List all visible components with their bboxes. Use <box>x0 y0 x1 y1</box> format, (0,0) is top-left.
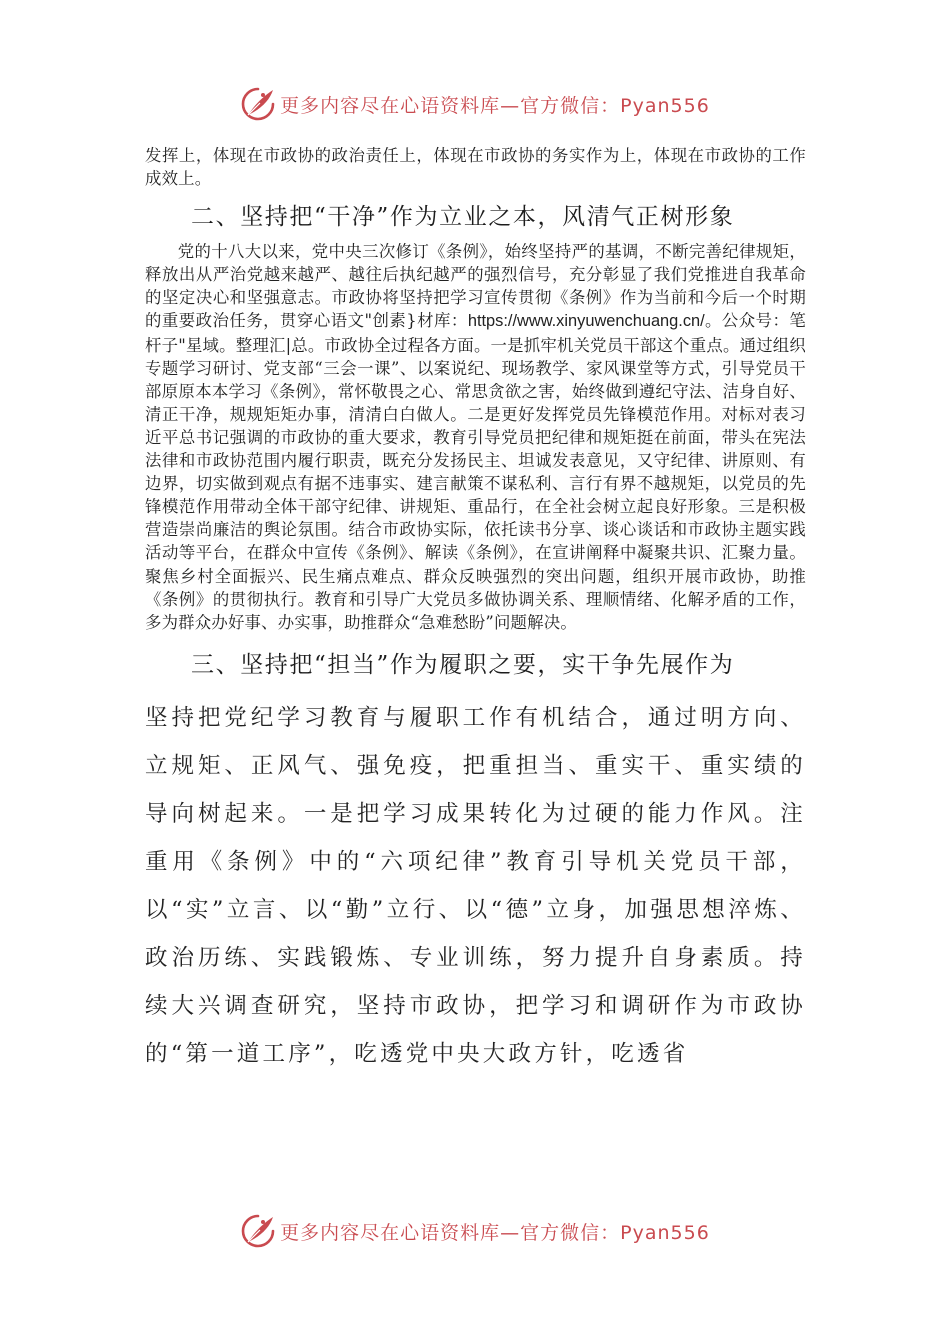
quill-pen-circle-icon <box>240 86 276 122</box>
paragraph-section-2-part-a: 党的十八大以来，党中央三次修订《条例》，始终坚持严的基调，不断完善纪律规矩，释放出从严治党越来越严、越往后执纪越严的强烈信号，充分彰显了我们党推进自我革命的坚定决心和坚强意志。市政协将坚持把学习宣传贯彻《条例》作为当前和今后一个时期的重要政治任务，贯穿心语文"创素}材库： <box>145 242 806 331</box>
paragraph-intro: 发挥上，体现在市政协的政治责任上，体现在市政协的务实作为上，体现在市政协的工作成效上。 <box>145 146 806 189</box>
watermark-header <box>0 84 950 124</box>
paragraph-section-2-part-b: 。公众号：笔杆子"星域。整理汇|总。市政协全过程各方面。一是抓牢机关党员干部这个重点。通过组织专题学习研讨、党支部“三会一课”、以案说纪、现场教学、家风课堂等方式，引导党员干部原原本本学习《条例》，常怀敬畏之心、常思贪欲之害，始终做到遵纪守法、洁身自好、清正干净，规规矩矩办事，清清白白做人。二是更好发挥党员先锋模范作用。对标对表习近平总书记强调的市政协的重大要求，教育引导党员把纪律和规矩挺在前面，带头在宪法法律和市政协范围内履行职责，既充分发扬民主、坦诚发表意见，又守纪律、讲原则、有边界，切实做到观点有据不违事实、建言献策不谋私利、言行有界不越规矩，以党员的先锋模范作用带动全体干部守纪律、讲规矩、重品行，在全社会树立起良好形象。三是积极营造崇尚廉洁的舆论氛围。结合市政协实际，依托读书分享、谈心谈话和市政协主题实践活动等平台，在群众中宣传《条例》、解读《条例》，在宣讲阐释中凝聚共识、汇聚力量。聚焦乡村全面振兴、民生痛点难点、群众反映强烈的突出问题，组织开展市政协，助推《条例》的贯彻执行。教育和引导广大党员多做协调关系、理顺情绪、化解矛盾的工作，多为群众办好事、办实事，助推群众“急难愁盼”问题解决。 <box>145 311 807 632</box>
watermark-text: 更多内容尽在心语资料库—官方微信：Pyan556 <box>280 1221 710 1244</box>
watermark-footer <box>0 1211 950 1251</box>
paragraph-section-3: 坚持把党纪学习教育与履职工作有机结合，通过明方向、立规矩、正风气、强免疫，把重担当、重实干、重实绩的导向树起来。一是把学习成果转化为过硬的能力作风。注重用《条例》中的“六项纪律”教育引导机关党员干部，以“实”立言、以“勤”立行、以“德”立身，加强思想淬炼、政治历练、实践锻炼、专业训练，努力提升自身素质。持续大兴调查研究，坚持市政协，把学习和调研作为市政协的“第一道工序”，吃透党中央大政方针，吃透省 <box>145 704 806 1067</box>
quill-pen-circle-icon <box>240 1213 276 1249</box>
paragraph-section-2 <box>145 240 806 634</box>
section-heading-3: 三、坚持把“担当”作为履职之要，实干争先展作为 <box>191 651 735 678</box>
watermark-text: 更多内容尽在心语资料库—官方微信：Pyan556 <box>280 94 710 117</box>
section-heading-2: 二、坚持把“干净”作为立业之本，风清气正树形象 <box>191 204 735 231</box>
document-body <box>145 144 806 1078</box>
paragraph-section-2-url: https://www.xinyuwenchuang.cn/ <box>467 312 705 331</box>
